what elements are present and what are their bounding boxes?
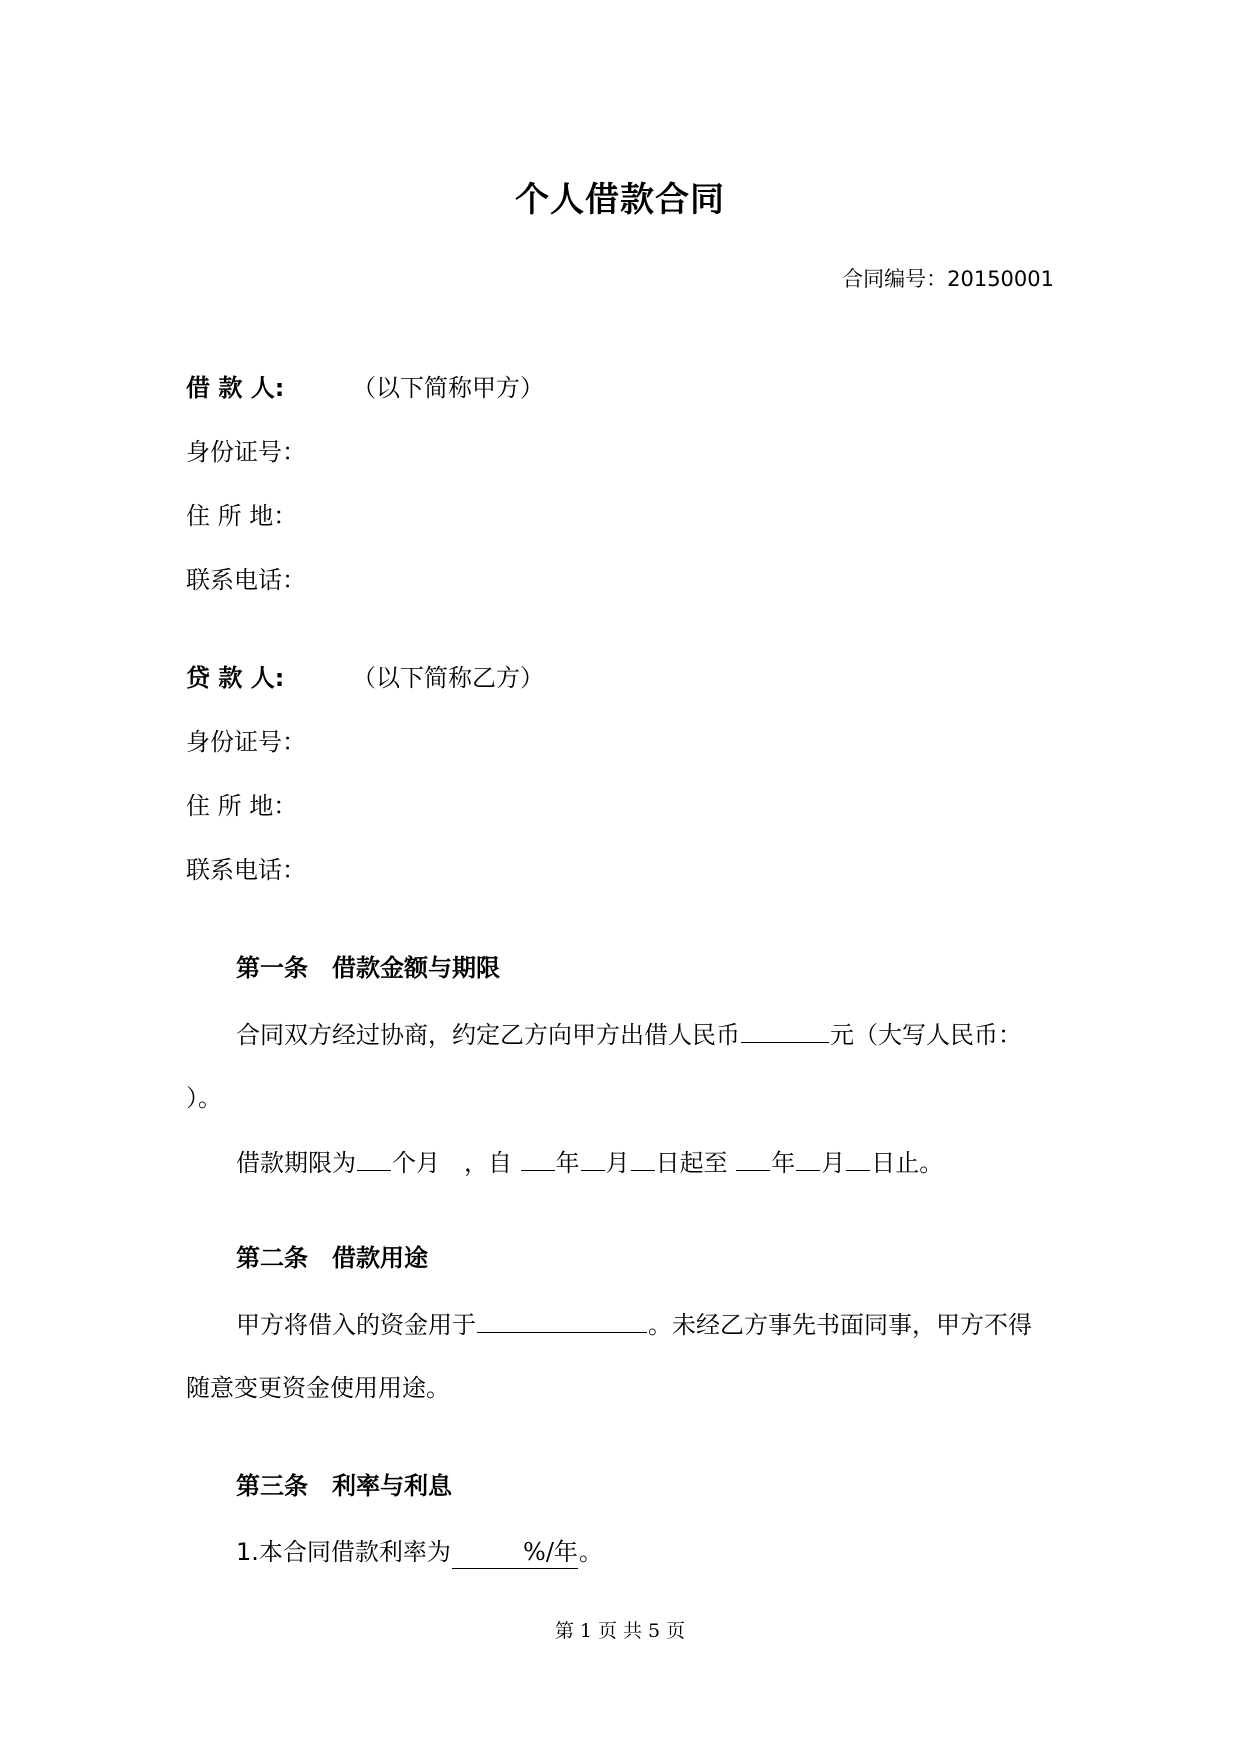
rate-unit: %/年 bbox=[523, 1538, 578, 1566]
term-text-c: 年 bbox=[555, 1149, 580, 1177]
contract-number: 合同编号：20150001 bbox=[842, 267, 1054, 291]
borrower-address-label: 住 所 地： bbox=[186, 502, 298, 530]
article-1-paragraph-2 bbox=[236, 1146, 943, 1179]
article-1-paragraph-1-end: ）。 bbox=[186, 1084, 222, 1112]
article-3-paragraph-1 bbox=[236, 1536, 603, 1569]
article-1-text-b: 元（大写人民币： bbox=[830, 1021, 1022, 1049]
lender-label: 贷 款 人: bbox=[186, 664, 285, 692]
term-text-f: 年 bbox=[771, 1149, 796, 1177]
term-text-b: 个月 ，自 bbox=[392, 1149, 512, 1177]
months-blank bbox=[357, 1146, 391, 1171]
article-1-paragraph-1 bbox=[236, 1018, 1022, 1051]
purpose-text-b: 。未经乙方事先书面同事，甲方不得 bbox=[648, 1311, 1032, 1339]
article-2-paragraph-1-end: 随意变更资金使用用途。 bbox=[186, 1374, 450, 1402]
article-1-text-a: 合同双方经过协商，约定乙方向甲方出借人民币 bbox=[236, 1021, 740, 1049]
lender-alias: （以下简称乙方） bbox=[352, 664, 544, 692]
article-2-paragraph-1 bbox=[236, 1308, 1032, 1341]
end-day-blank bbox=[846, 1146, 870, 1171]
lender-id-label: 身份证号： bbox=[186, 728, 306, 756]
article-2-heading: 第二条 借款用途 bbox=[236, 1244, 428, 1272]
purpose-text-a: 甲方将借入的资金用于 bbox=[236, 1311, 476, 1339]
page-footer: 第 1 页 共 5 页 bbox=[554, 1620, 686, 1642]
term-text-g: 月 bbox=[821, 1149, 846, 1177]
term-text-a: 借款期限为 bbox=[236, 1149, 356, 1177]
term-text-h: 日止。 bbox=[871, 1149, 944, 1177]
lender-address-label: 住 所 地： bbox=[186, 792, 298, 820]
lender-phone-label: 联系电话： bbox=[186, 856, 306, 884]
end-month-blank bbox=[796, 1146, 820, 1171]
start-day-blank bbox=[631, 1146, 655, 1171]
article-1-heading: 第一条 借款金额与期限 bbox=[236, 954, 500, 982]
purpose-blank bbox=[477, 1308, 647, 1333]
rate-text-b: 。 bbox=[578, 1538, 603, 1566]
term-text-d: 月 bbox=[605, 1149, 630, 1177]
borrower-label: 借 款 人: bbox=[186, 374, 285, 402]
borrower-id-label: 身份证号： bbox=[186, 438, 306, 466]
amount-blank bbox=[741, 1018, 829, 1043]
rate-blank bbox=[452, 1536, 578, 1569]
borrower-alias: （以下简称甲方） bbox=[352, 374, 544, 402]
document-title: 个人借款合同 bbox=[515, 180, 725, 220]
start-month-blank bbox=[581, 1146, 605, 1171]
end-year-blank bbox=[736, 1146, 770, 1171]
rate-text-a: 1.本合同借款利率为 bbox=[236, 1538, 451, 1566]
start-year-blank bbox=[521, 1146, 555, 1171]
term-text-e: 日起至 bbox=[655, 1149, 728, 1177]
article-3-heading: 第三条 利率与利息 bbox=[236, 1472, 452, 1500]
borrower-phone-label: 联系电话： bbox=[186, 566, 306, 594]
